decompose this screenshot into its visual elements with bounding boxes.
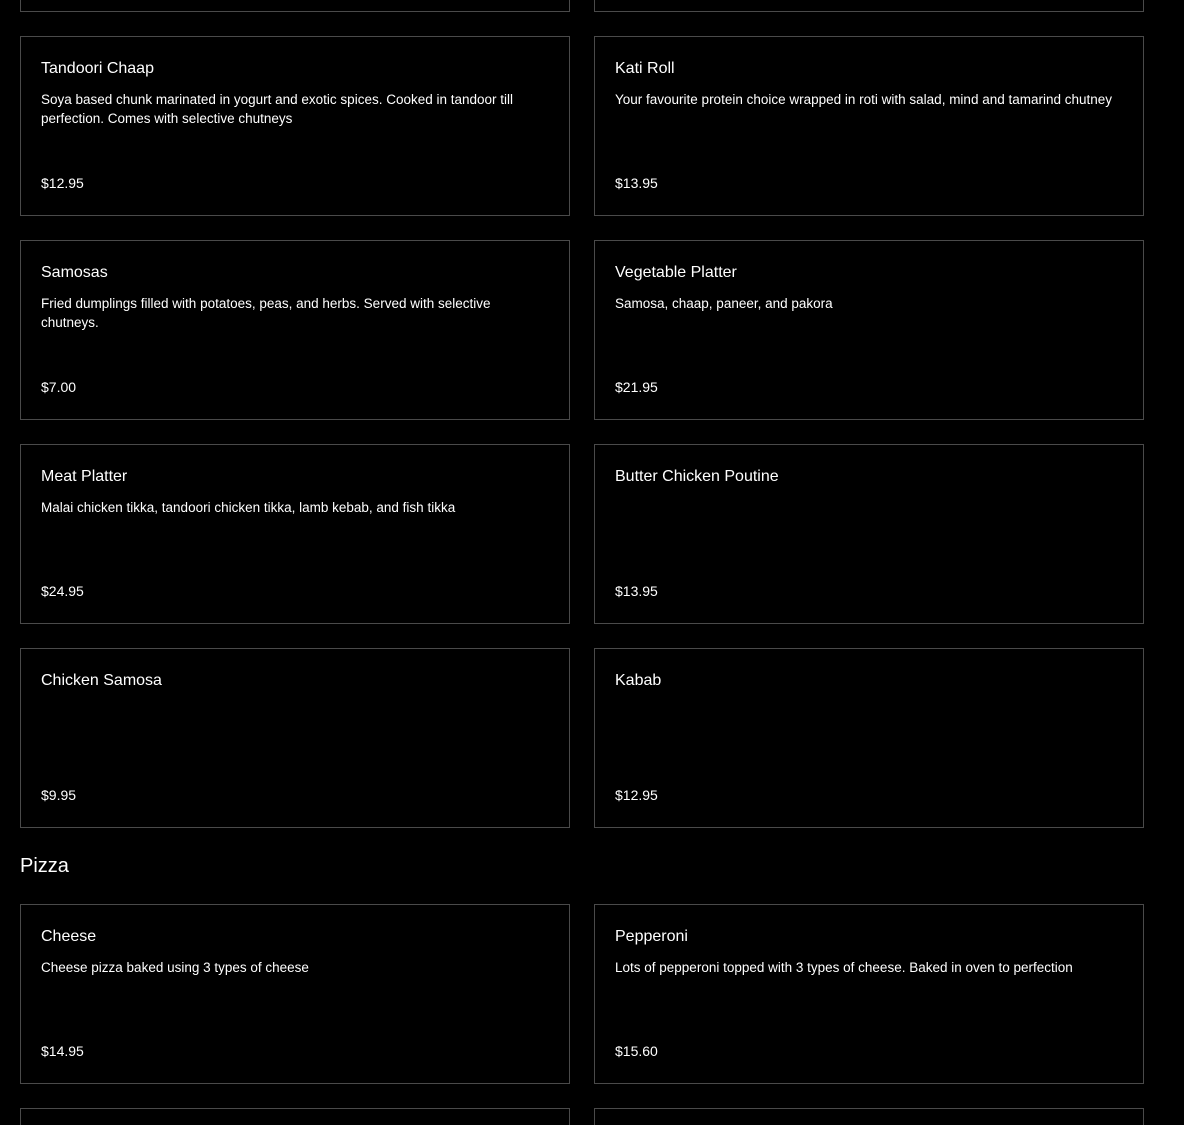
menu-item-name: Samosas [41,264,108,281]
menu-item-card[interactable] [20,240,570,420]
menu-item-name: Tandoori Chaap [41,60,154,77]
menu-item-card[interactable] [594,648,1144,828]
menu-item-price: $14.95 [41,1043,84,1059]
menu-item-name: Butter Chicken Poutine [615,468,779,485]
menu-item-price: $15.60 [615,1043,658,1059]
menu-item-name: Pepperoni [615,928,688,945]
menu-item-price: $13.95 [615,583,658,599]
menu-item-card[interactable] [594,444,1144,624]
section-title-pizza: Pizza [20,855,69,877]
menu-item-name: Kabab [615,672,662,689]
menu-item-card[interactable] [594,1108,1144,1125]
menu-item-card[interactable] [594,904,1144,1084]
menu-item-price: $24.95 [41,583,84,599]
menu-item-price: $13.95 [615,175,658,191]
menu-item-card[interactable] [594,36,1144,216]
menu-item-price: $12.95 [41,175,84,191]
menu-item-card[interactable] [594,0,1144,12]
menu-item-card[interactable] [594,240,1144,420]
menu-item-card[interactable] [20,1108,570,1125]
menu-item-description: Malai chicken tikka, tandoori chicken tikka, lamb kebab, and fish tikka [41,500,456,515]
menu-item-name: Chicken Samosa [41,672,162,689]
menu-item-description: Samosa, chaap, paneer, and pakora [615,296,833,311]
menu-item-description: Fried dumplings filled with potatoes, peas, and herbs. Served with selective chutneys. [41,296,491,330]
menu-item-name: Kati Roll [615,60,675,77]
menu-item-description: Cheese pizza baked using 3 types of cheese [41,960,309,975]
menu-item-card[interactable] [20,0,570,12]
menu-item-description: Lots of pepperoni topped with 3 types of cheese. Baked in oven to perfection [615,960,1073,975]
menu-item-name: Cheese [41,928,97,945]
menu-item-description: Your favourite protein choice wrapped in roti with salad, mind and tamarind chutney [615,92,1113,107]
menu-item-name: Meat Platter [41,468,128,485]
menu-item-description: Soya based chunk marinated in yogurt and exotic spices. Cooked in tandoor till perfection. Comes with selective chutneys [41,92,514,126]
menu-item-price: $7.00 [41,379,77,395]
menu-item-card[interactable] [20,36,570,216]
menu-item-price: $12.95 [615,787,658,803]
menu-item-card[interactable] [20,444,570,624]
menu-item-name: Vegetable Platter [615,264,737,281]
menu-item-price: $21.95 [615,379,658,395]
menu-item-price: $9.95 [41,787,77,803]
menu-item-card[interactable] [20,648,570,828]
menu-item-card[interactable] [20,904,570,1084]
